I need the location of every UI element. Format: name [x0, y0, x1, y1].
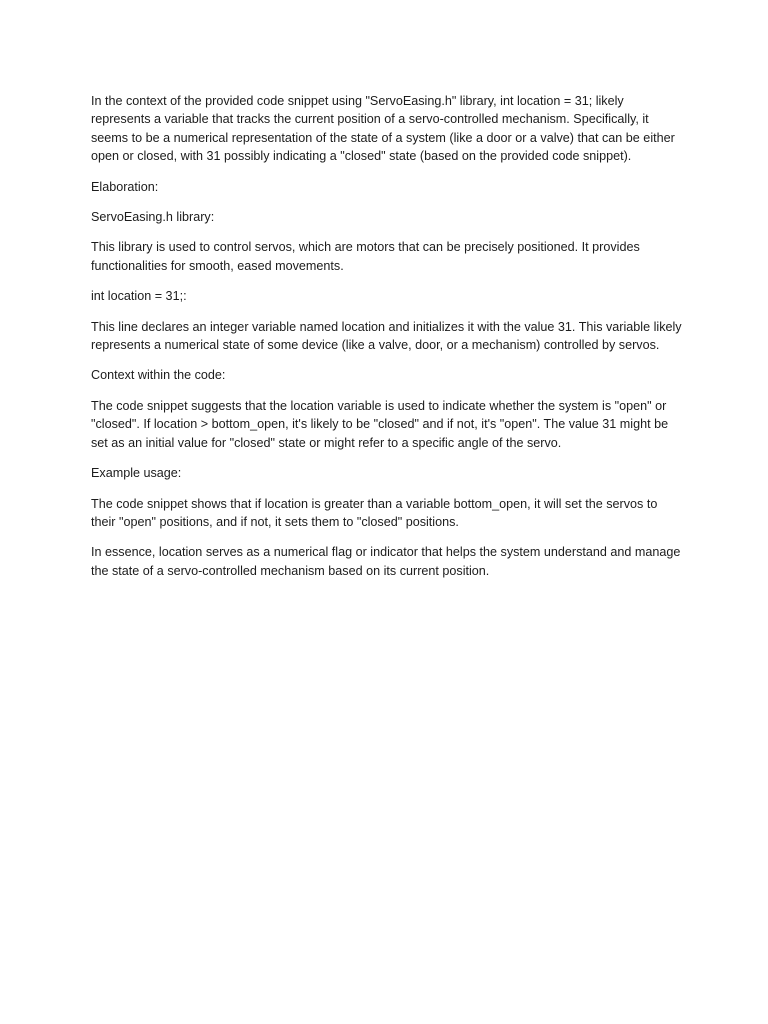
summary-paragraph: In essence, location serves as a numerical flag or indicator that helps the system understand and manage the state of a servo-controlled mechanism based on its current position.: [91, 545, 681, 578]
example-paragraph: The code snippet shows that if location is greater than a variable bottom_open, it will set the servos to their "open" positions, and if not, it sets them to "closed" positions.: [91, 496, 658, 529]
document-body: [91, 92, 683, 592]
variable-description-paragraph: This line declares an integer variable named location and initializes it with the value 31. This variable likely represents a numerical state of some device (like a valve, door, or a mechanism) controlled by servos.: [91, 319, 682, 353]
example-heading: Example usage:: [91, 466, 182, 481]
variable-heading: int location = 31;:: [91, 289, 187, 304]
library-heading: ServoEasing.h library:: [91, 210, 215, 225]
context-heading: Context within the code:: [91, 368, 226, 383]
intro-paragraph: In the context of the provided code snippet using "ServoEasing.h" library, int location = 31; likely represents a variable that tracks the current position of a servo-controlled mechanism. Specifically, it seems to be a numerical representation of the state of a system (like a door or a valve) that can be either open or closed, with 31 possibly indicating a "closed" state (based on the provided code snippet).: [91, 94, 675, 164]
library-description-paragraph: This library is used to control servos, which are motors that can be precisely positioned. It provides functionalities for smooth, eased movements.: [91, 240, 640, 273]
elaboration-heading: Elaboration:: [91, 179, 159, 194]
context-paragraph: The code snippet suggests that the location variable is used to indicate whether the system is "open" or "closed". If location > bottom_open, it's likely to be "closed" and if not, it's "open". The value 31 might be set as an initial value for "closed" state or might refer to a specific angle of the servo.: [91, 398, 669, 450]
